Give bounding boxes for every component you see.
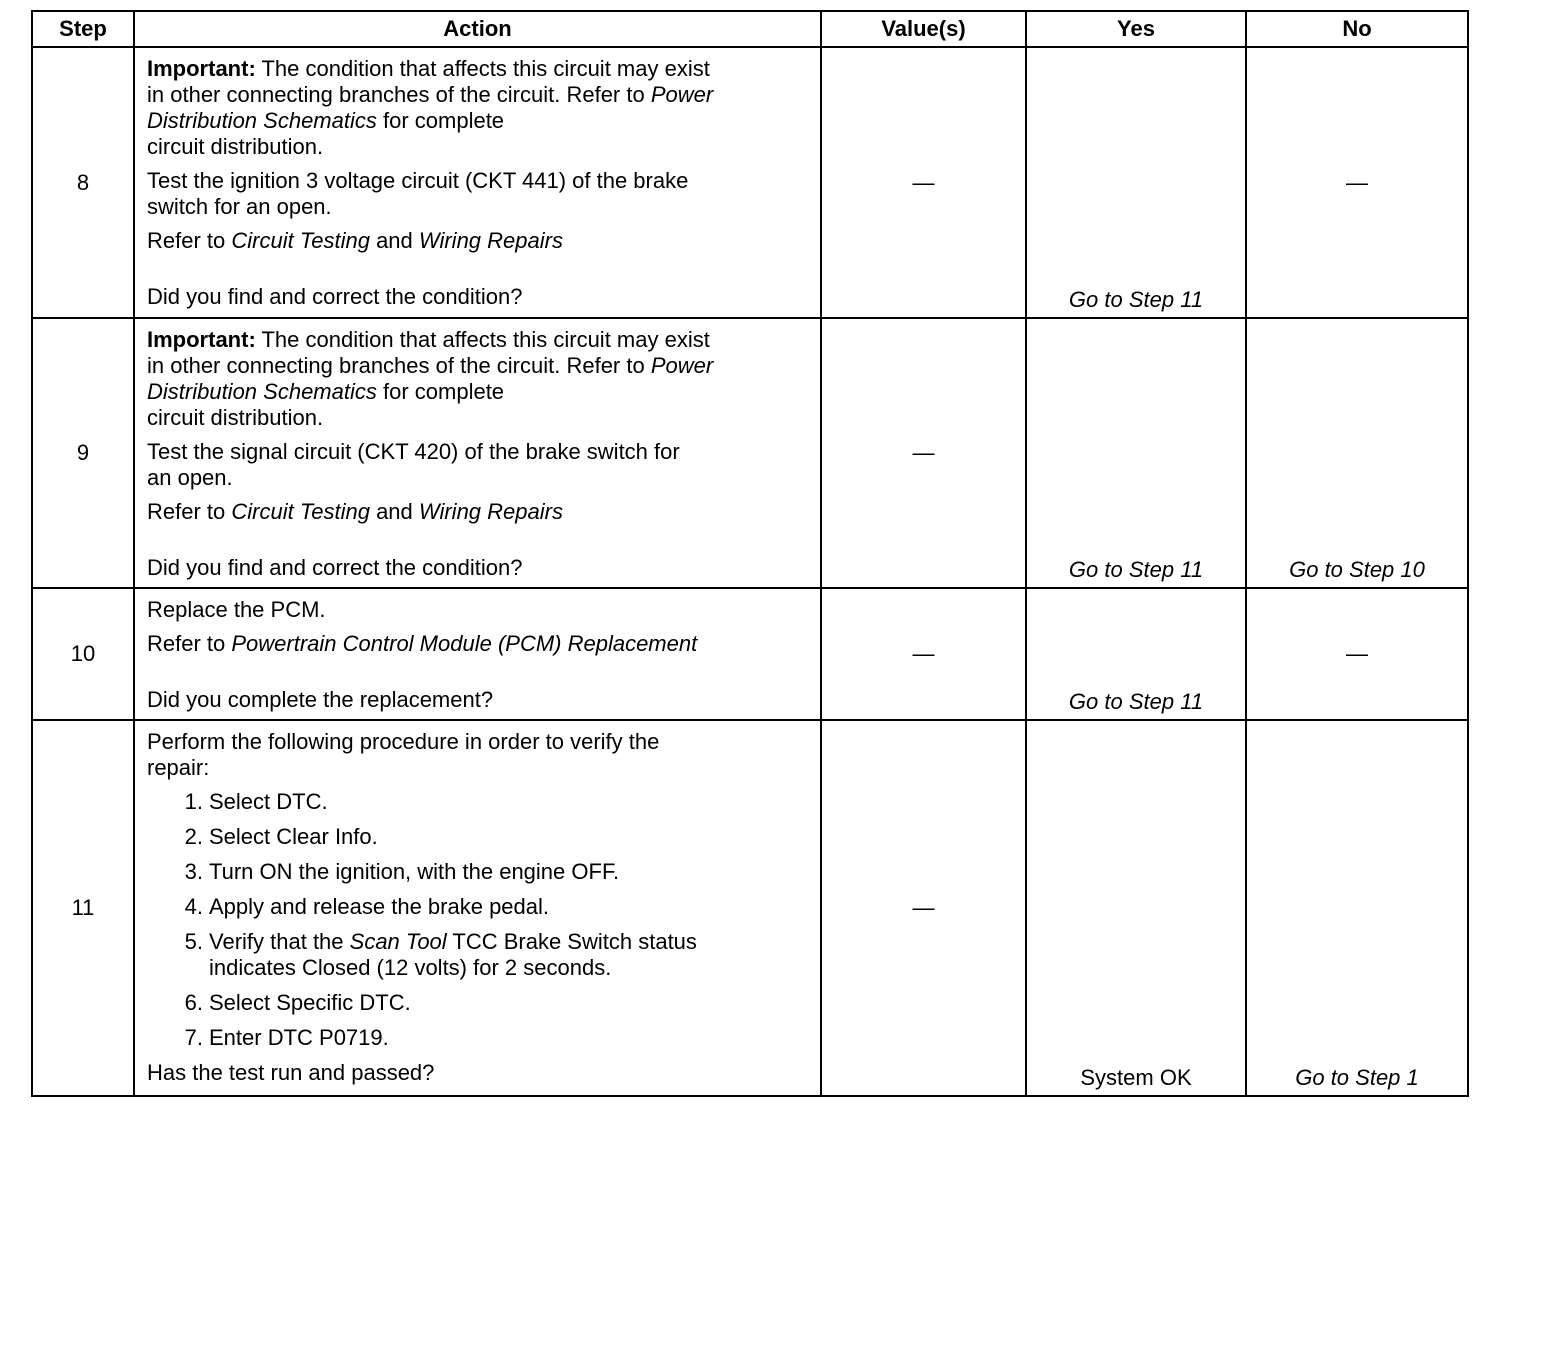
text-segment: Verify that the — [209, 929, 350, 954]
table-row — [32, 47, 1468, 318]
text-segment: Refer to — [147, 499, 232, 524]
action-question: Did you find and correct the condition? — [147, 284, 523, 309]
text-segment: Test the ignition 3 voltage circuit (CKT 441) of the brake switch for an open. — [147, 168, 689, 219]
yes-text: Go to Step 11 — [1068, 287, 1204, 312]
action-question: Did you find and correct the condition? — [147, 555, 523, 580]
yes-text: Go to Step 11 — [1068, 689, 1204, 714]
step-number: 10 — [32, 588, 134, 720]
text-segment: Powertrain Control Module (PCM) Replacement — [231, 631, 698, 656]
text-segment: Wiring Repairs — [418, 499, 563, 524]
no-cell — [1246, 720, 1468, 1096]
list-number: 2. — [184, 824, 203, 849]
header-row — [32, 11, 1468, 47]
list-item — [147, 929, 808, 981]
list-text — [209, 824, 378, 850]
text-segment: The condition that affects this circuit may exist in other connecting branches of the circuit. Refer to — [147, 56, 710, 107]
value-cell — [821, 47, 1026, 318]
list-text — [209, 1025, 389, 1051]
yes-text: System OK — [1080, 1065, 1192, 1090]
text-segment: The condition that affects this circuit may exist in other connecting branches of the circuit. Refer to — [147, 327, 710, 378]
step-number: 8 — [32, 47, 134, 318]
list-number: 3. — [184, 859, 203, 884]
list-number: 5. — [184, 929, 203, 954]
list-number: 1. — [184, 789, 203, 814]
no-text: — — [1346, 641, 1368, 666]
header-no: No — [1246, 11, 1468, 47]
yes-cell — [1026, 588, 1246, 720]
no-text: — — [1346, 169, 1368, 195]
action-cell — [134, 720, 821, 1096]
text-segment: Perform the following procedure in order to verify the repair: — [147, 729, 660, 780]
list-item — [147, 1025, 808, 1051]
list-item — [147, 789, 808, 815]
no-cell — [1246, 318, 1468, 588]
text-segment: Important: — [147, 327, 256, 352]
action-cell — [134, 588, 821, 720]
no-cell — [1246, 47, 1468, 318]
text-segment: Scan Tool — [349, 929, 447, 954]
action-question: Has the test run and passed? — [147, 1060, 435, 1085]
list-text — [209, 929, 697, 981]
action-paragraph — [147, 168, 808, 220]
list-text — [209, 894, 549, 920]
action-paragraph — [147, 597, 808, 623]
text-segment: and — [369, 228, 419, 253]
text-segment: Select Specific DTC. — [209, 990, 411, 1015]
table-row — [32, 720, 1468, 1096]
list-number: 6. — [184, 990, 203, 1015]
text-segment: TCC Brake Switch status indicates Closed (12 volts) for 2 seconds. — [209, 929, 697, 980]
table-row — [32, 588, 1468, 720]
list-number: 7. — [184, 1025, 203, 1050]
table-row — [32, 318, 1468, 588]
step-number: 11 — [32, 720, 134, 1096]
text-segment: Select Clear Info. — [209, 824, 378, 849]
yes-cell — [1026, 720, 1246, 1096]
action-cell — [134, 47, 821, 318]
value-text: — — [912, 641, 935, 666]
yes-text: Go to Step 11 — [1068, 557, 1204, 582]
text-segment: Refer to — [147, 631, 232, 656]
value-text: — — [912, 895, 935, 920]
text-segment: Circuit Testing — [231, 228, 370, 253]
list-text — [209, 859, 619, 885]
text-segment: Important: — [147, 56, 256, 81]
action-paragraph — [147, 327, 808, 431]
list-text — [209, 789, 328, 815]
text-segment: Apply and release the brake pedal. — [209, 894, 550, 919]
text-segment: for complete circuit distribution. — [147, 379, 505, 430]
text-segment: Test the signal circuit (CKT 420) of the brake switch for an open. — [147, 439, 680, 490]
action-paragraph — [147, 439, 808, 491]
action-paragraph — [147, 631, 808, 657]
list-item — [147, 990, 808, 1016]
action-paragraph — [147, 228, 808, 254]
text-segment: Select DTC. — [209, 789, 328, 814]
text-segment: Power Distribution Schematics — [147, 82, 714, 133]
text-segment: Circuit Testing — [231, 499, 370, 524]
value-text: — — [912, 440, 935, 465]
no-text: Go to Step 1 — [1295, 1065, 1419, 1090]
diagnostic-table — [31, 10, 1469, 1097]
no-text: Go to Step 10 — [1289, 557, 1425, 582]
action-question: Did you complete the replacement? — [147, 687, 494, 712]
value-cell — [821, 588, 1026, 720]
yes-cell — [1026, 318, 1246, 588]
step-number: 9 — [32, 318, 134, 588]
text-segment: Enter DTC P0719. — [209, 1025, 389, 1050]
text-segment: Refer to — [147, 228, 232, 253]
action-paragraph — [147, 499, 808, 525]
list-item — [147, 824, 808, 850]
action-paragraph — [147, 729, 808, 781]
text-segment: Turn ON the ignition, with the engine OFF. — [209, 859, 620, 884]
header-values: Value(s) — [821, 11, 1026, 47]
yes-cell — [1026, 47, 1246, 318]
text-segment: for complete circuit distribution. — [147, 108, 505, 159]
header-action: Action — [134, 11, 821, 47]
value-cell — [821, 318, 1026, 588]
list-item — [147, 894, 808, 920]
action-cell — [134, 318, 821, 588]
text-segment: Replace the PCM. — [147, 597, 326, 622]
list-item — [147, 859, 808, 885]
text-segment: and — [369, 499, 419, 524]
header-yes: Yes — [1026, 11, 1246, 47]
list-text — [209, 990, 411, 1016]
value-cell — [821, 720, 1026, 1096]
no-cell — [1246, 588, 1468, 720]
header-step: Step — [32, 11, 134, 47]
text-segment: Wiring Repairs — [418, 228, 563, 253]
action-paragraph — [147, 56, 808, 160]
list-number: 4. — [184, 894, 203, 919]
value-text: — — [912, 169, 935, 195]
text-segment: Power Distribution Schematics — [147, 353, 714, 404]
